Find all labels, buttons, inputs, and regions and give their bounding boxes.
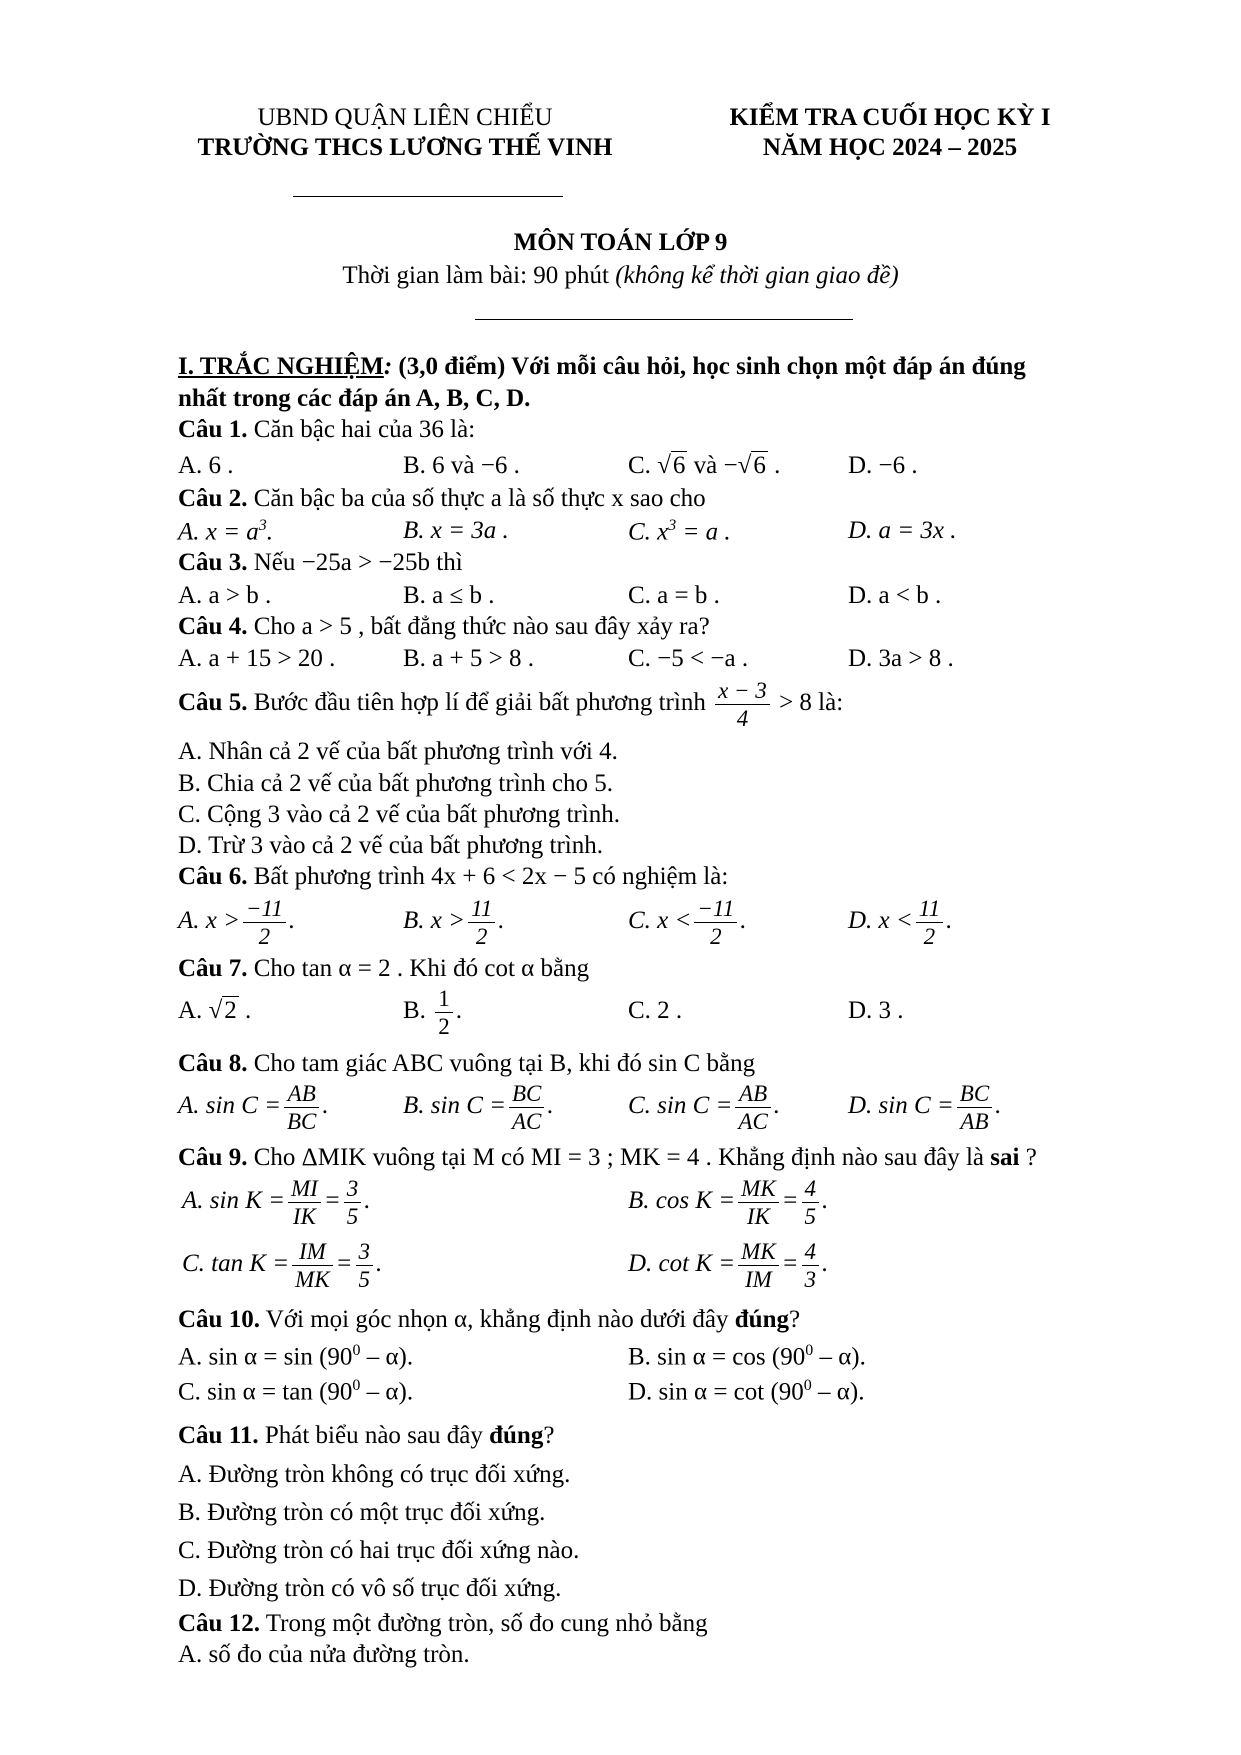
- question-label: Câu 3.: [178, 549, 248, 576]
- numerator: AB: [735, 1080, 770, 1108]
- question-text: Cho tan α = 2 . Khi đó cot α bằng: [247, 955, 590, 982]
- sqrt-2: √2: [208, 997, 237, 1024]
- exponent: 3: [258, 517, 267, 534]
- fraction: [916, 895, 943, 950]
- question-label: Câu 12.: [178, 1610, 260, 1637]
- q10-option-a[interactable]: [178, 1342, 413, 1371]
- denominator: IK: [292, 1204, 316, 1229]
- emphasis: đúng: [734, 1306, 789, 1333]
- option-prefix: C. sin C =: [628, 1092, 733, 1120]
- fraction: [738, 1175, 779, 1230]
- fraction: [802, 1238, 820, 1293]
- question-label: Câu 11.: [178, 1422, 259, 1449]
- q7-option-d[interactable]: D. 3 .: [848, 997, 904, 1024]
- question-3: [178, 549, 463, 577]
- fraction: [243, 895, 286, 950]
- question-label: Câu 1.: [178, 416, 248, 443]
- denominator: 2: [923, 924, 936, 949]
- fraction: [288, 1175, 321, 1230]
- option-prefix: A. sin K =: [182, 1187, 285, 1215]
- q11-option-b[interactable]: B. Đường tròn có một trục đối xứng.: [178, 1499, 546, 1526]
- option-tail: – α).: [360, 1343, 414, 1371]
- option-tail: – α).: [813, 1343, 866, 1371]
- denominator: AC: [738, 1109, 768, 1134]
- school-year: NĂM HỌC 2024 – 2025: [762, 134, 1018, 161]
- emphasis: đúng: [489, 1422, 544, 1449]
- option-tail: – α).: [811, 1378, 865, 1406]
- question-text: Căn bậc hai của 36 là:: [247, 416, 476, 443]
- section-intro: (3,0 điểm) Với mỗi câu hỏi, học sinh chọn một đáp án đúng: [392, 353, 1026, 380]
- option-prefix: D. sin C =: [848, 1092, 954, 1120]
- fraction: [356, 1238, 374, 1293]
- denominator: 5: [346, 1204, 359, 1229]
- q9-option-d[interactable]: D. cot K = $\frac{MK}{IM}$ = $\frac{4}{3}$ .: [628, 1239, 829, 1292]
- denominator: 2: [258, 924, 271, 949]
- q4-option-d[interactable]: D. 3a > 8 .: [848, 645, 954, 672]
- q11-option-d[interactable]: D. Đường tròn có vô số trục đối xứng.: [178, 1575, 562, 1602]
- time-line: [0, 262, 1241, 290]
- numerator: −11: [243, 895, 286, 923]
- time-prefix: Thời gian làm bài: 90 phút: [342, 262, 616, 289]
- sqrt-6: √6: [657, 452, 686, 479]
- q5-option-a[interactable]: A. Nhân cả 2 vế của bất phương trình với 4.: [178, 738, 618, 765]
- q8-option-b[interactable]: B. sin C = $\frac{BC}{AC}$ .: [403, 1081, 554, 1134]
- degree: 0: [352, 1377, 361, 1394]
- section-colon: :: [383, 353, 393, 380]
- q9-option-a[interactable]: A. sin K = $\frac{MI}{IK}$ = $\frac{3}{5}$ .: [182, 1176, 371, 1229]
- degree: 0: [803, 1377, 812, 1394]
- q10-option-c[interactable]: [178, 1377, 413, 1406]
- q6-option-b[interactable]: B. x > $\frac{11}{2}$ .: [403, 896, 505, 949]
- question-label: Câu 2.: [178, 485, 248, 512]
- denominator: AC: [512, 1109, 542, 1134]
- fraction: [435, 985, 453, 1040]
- denominator: MK: [295, 1267, 330, 1292]
- numerator: IM: [292, 1238, 333, 1266]
- header-divider: [293, 196, 563, 197]
- q5-option-b[interactable]: B. Chia cả 2 vế của bất phương trình cho 5.: [178, 770, 613, 797]
- question-11: [178, 1422, 554, 1450]
- numerator: BC: [957, 1080, 992, 1108]
- time-note: (không kể thời gian giao đề): [615, 262, 899, 289]
- question-label: Câu 10.: [178, 1306, 260, 1333]
- denominator: 2: [438, 1014, 450, 1039]
- numerator: MK: [738, 1238, 779, 1266]
- question-text: Cho a > 5 , bất đẳng thức nào sau đây xảy ra?: [247, 613, 710, 640]
- q7-option-c[interactable]: C. 2 .: [628, 997, 683, 1024]
- q6-option-c[interactable]: C. x < $\frac{-11}{2}$ .: [628, 896, 747, 949]
- option-prefix: B.: [403, 997, 433, 1025]
- q2-option-d[interactable]: D. a = 3x .: [848, 517, 957, 544]
- section-heading: [178, 353, 1026, 381]
- option-prefix: D. cot K =: [628, 1250, 736, 1278]
- question-label: Câu 8.: [178, 1050, 248, 1077]
- option-prefix: B. cos K =: [628, 1187, 736, 1215]
- numerator: −11: [694, 895, 737, 923]
- option-prefix: B. x >: [403, 907, 465, 935]
- q5-option-c[interactable]: C. Cộng 3 vào cả 2 vế của bất phương trình.: [178, 801, 620, 828]
- fraction: [292, 1238, 333, 1293]
- fraction: [509, 1080, 544, 1135]
- q8-option-d[interactable]: D. sin C = $\frac{BC}{AB}$ .: [848, 1081, 1002, 1134]
- fraction: [715, 677, 770, 732]
- option-prefix: A. x >: [178, 907, 240, 935]
- question-7: [178, 955, 589, 983]
- question-label: Câu 6.: [178, 863, 248, 890]
- title-divider: [475, 319, 853, 320]
- question-label: Câu 9.: [178, 1144, 248, 1171]
- option-post: .: [238, 997, 252, 1024]
- question-label: Câu 4.: [178, 613, 248, 640]
- fraction: [694, 895, 737, 950]
- q1-option-c[interactable]: C. √6 và −√6 .: [628, 452, 781, 479]
- q8-option-a[interactable]: A. sin C = $\frac{AB}{BC}$ .: [178, 1081, 329, 1134]
- q3-option-d[interactable]: D. a < b .: [848, 582, 942, 609]
- section-label: I. TRẮC NGHIỆM: [178, 353, 384, 380]
- question-end: ?: [543, 1422, 555, 1449]
- q10-option-b[interactable]: [628, 1342, 866, 1371]
- option-text: D. sin α = cot (90: [628, 1378, 804, 1406]
- option-prefix: A.: [178, 997, 209, 1024]
- q9-option-b[interactable]: B. cos K = $\frac{MK}{IK}$ = $\frac{4}{5}$ .: [628, 1176, 829, 1229]
- emphasis: sai: [990, 1144, 1020, 1171]
- denominator: 2: [710, 924, 722, 949]
- q3-option-a[interactable]: A. a > b .: [178, 582, 272, 609]
- q4-option-b[interactable]: B. a + 5 > 8 .: [403, 645, 534, 672]
- q1-option-a[interactable]: A. 6 .: [178, 452, 234, 479]
- district-name: UBND QUẬN LIÊN CHIỂU: [257, 104, 553, 131]
- q7-option-a[interactable]: [178, 997, 251, 1025]
- q1-option-d[interactable]: D. −6 .: [848, 452, 918, 479]
- exponent: 3: [668, 517, 677, 534]
- numerator: BC: [509, 1080, 544, 1108]
- q5-option-d[interactable]: D. Trừ 3 vào cả 2 vế của bất phương trình.: [178, 832, 603, 859]
- q12-option-a[interactable]: A. số đo của nửa đường tròn.: [178, 1641, 470, 1668]
- question-8: [178, 1050, 755, 1078]
- question-text: Phát biểu nào sau đây: [258, 1422, 490, 1449]
- question-text: Bước đầu tiên hợp lí để giải bất phương trình: [247, 689, 713, 717]
- q4-option-c[interactable]: C. −5 < −a .: [628, 645, 749, 672]
- radicand: 6: [672, 452, 686, 479]
- question-9: [178, 1144, 1037, 1172]
- q2-option-c[interactable]: [628, 517, 731, 546]
- question-text: Trong một đường tròn, số đo cung nhỏ bằng: [259, 1610, 708, 1637]
- numerator: AB: [284, 1080, 319, 1108]
- numerator: MK: [738, 1175, 779, 1203]
- option-prefix: C. tan K =: [182, 1250, 290, 1278]
- q11-option-a[interactable]: A. Đường tròn không có trục đối xứng.: [178, 1461, 571, 1488]
- option-text: C. sin α = tan (90: [178, 1378, 353, 1406]
- fraction: [802, 1175, 820, 1230]
- question-label: Câu 7.: [178, 955, 248, 982]
- question-6: [178, 863, 728, 891]
- denominator: 2: [475, 924, 488, 949]
- q4-option-a[interactable]: A. a + 15 > 20 .: [178, 645, 336, 672]
- question-end: ?: [1019, 1144, 1037, 1171]
- exam-header: [700, 103, 1080, 163]
- fraction: [738, 1238, 779, 1293]
- numerator: 11: [468, 895, 495, 923]
- question-2: [178, 485, 706, 513]
- question-text: Cho tam giác ABC vuông tại B, khi đó sin C bằng: [247, 1050, 756, 1077]
- denominator: AB: [960, 1109, 989, 1134]
- degree: 0: [352, 1342, 361, 1359]
- numerator: x − 3: [715, 677, 770, 705]
- school-header: [170, 103, 640, 163]
- school-name: TRƯỜNG THCS LƯƠNG THẾ VINH: [197, 134, 613, 161]
- option-prefix: D. x <: [848, 907, 913, 935]
- question-10: [178, 1306, 800, 1334]
- q1-option-b[interactable]: B. 6 và −6 .: [403, 452, 520, 479]
- radicand: 2: [224, 997, 237, 1024]
- question-end: ?: [789, 1306, 801, 1333]
- question-text: Căn bậc ba của số thực a là số thực x sao cho: [247, 485, 706, 512]
- question-label: Câu 5.: [178, 689, 248, 717]
- option-text: C. x: [628, 518, 669, 546]
- q7-option-b[interactable]: B. $\frac{1}{2}$ .: [403, 986, 462, 1039]
- question-text: Với mọi góc nhọn α, khẳng định nào dưới đây: [259, 1306, 735, 1333]
- question-1: [178, 416, 475, 444]
- option-mid: và −: [687, 452, 738, 479]
- denominator: BC: [287, 1109, 317, 1134]
- subject-title: MÔN TOÁN LỚP 9: [513, 229, 728, 256]
- question-tail: > 8 là:: [772, 689, 844, 717]
- fraction: [284, 1080, 319, 1135]
- option-prefix: B. sin C =: [403, 1092, 506, 1120]
- option-rest: = a .: [676, 518, 731, 546]
- q3-option-c[interactable]: C. a = b .: [628, 582, 720, 609]
- option-text: A. sin α = sin (90: [178, 1343, 353, 1371]
- question-text: Bất phương trình 4x + 6 < 2x − 5 có nghiệm là:: [247, 863, 729, 890]
- numerator: 1: [435, 985, 453, 1013]
- q2-option-a[interactable]: A. $x = a^3$.: [178, 517, 273, 546]
- section-intro-line2: nhất trong các đáp án A, B, C, D.: [178, 385, 531, 412]
- numerator: MI: [288, 1175, 321, 1203]
- denominator: IM: [744, 1267, 772, 1292]
- option-prefix: C.: [628, 452, 658, 479]
- option-prefix: A. sin C =: [178, 1092, 281, 1120]
- numerator: 11: [916, 895, 943, 923]
- numerator: 4: [802, 1175, 820, 1203]
- q9-option-c[interactable]: C. tan K = $\frac{IM}{MK}$ = $\frac{3}{5}$ .: [182, 1239, 383, 1292]
- q8-option-c[interactable]: C. sin C = $\frac{AB}{AC}$ .: [628, 1081, 781, 1134]
- q11-option-c[interactable]: C. Đường tròn có hai trục đối xứng nào.: [178, 1537, 580, 1564]
- q6-option-a[interactable]: A. x > $\frac{-11}{2}$ .: [178, 896, 296, 949]
- denominator: 4: [736, 706, 749, 731]
- denominator: 5: [358, 1267, 371, 1292]
- denominator: 5: [804, 1204, 817, 1229]
- fraction: [468, 895, 495, 950]
- option-text: B. sin α = cos (90: [628, 1343, 806, 1371]
- degree: 0: [805, 1342, 814, 1359]
- q3-option-b[interactable]: B. a ≤ b .: [403, 582, 495, 609]
- denominator: 3: [804, 1267, 817, 1292]
- option-text: A. x = a: [178, 518, 259, 546]
- numerator: 4: [802, 1238, 820, 1266]
- numerator: 3: [356, 1238, 374, 1266]
- radicand: 6: [753, 452, 766, 479]
- numerator: 3: [344, 1175, 362, 1203]
- question-5: [178, 677, 843, 732]
- fraction: [735, 1080, 770, 1135]
- q6-option-d[interactable]: D. x < $\frac{11}{2}$ .: [848, 896, 953, 949]
- option-tail: – α).: [360, 1378, 414, 1406]
- option-prefix: C. x <: [628, 907, 692, 935]
- question-text: Cho ΔMIK vuông tại M có MI = 3 ; MK = 4 . Khẳng định nào sau đây là: [247, 1144, 991, 1171]
- fraction: [957, 1080, 992, 1135]
- exam-name: KIỂM TRA CUỐI HỌC KỲ I: [729, 104, 1051, 131]
- denominator: IK: [746, 1204, 770, 1229]
- sqrt-6: √6: [737, 452, 766, 479]
- q2-option-b[interactable]: B. x = 3a .: [403, 517, 509, 544]
- question-4: [178, 613, 710, 641]
- q10-option-d[interactable]: [628, 1377, 864, 1406]
- question-12: [178, 1610, 708, 1638]
- fraction: [344, 1175, 362, 1230]
- question-text: Nếu −25a > −25b thì: [247, 549, 463, 576]
